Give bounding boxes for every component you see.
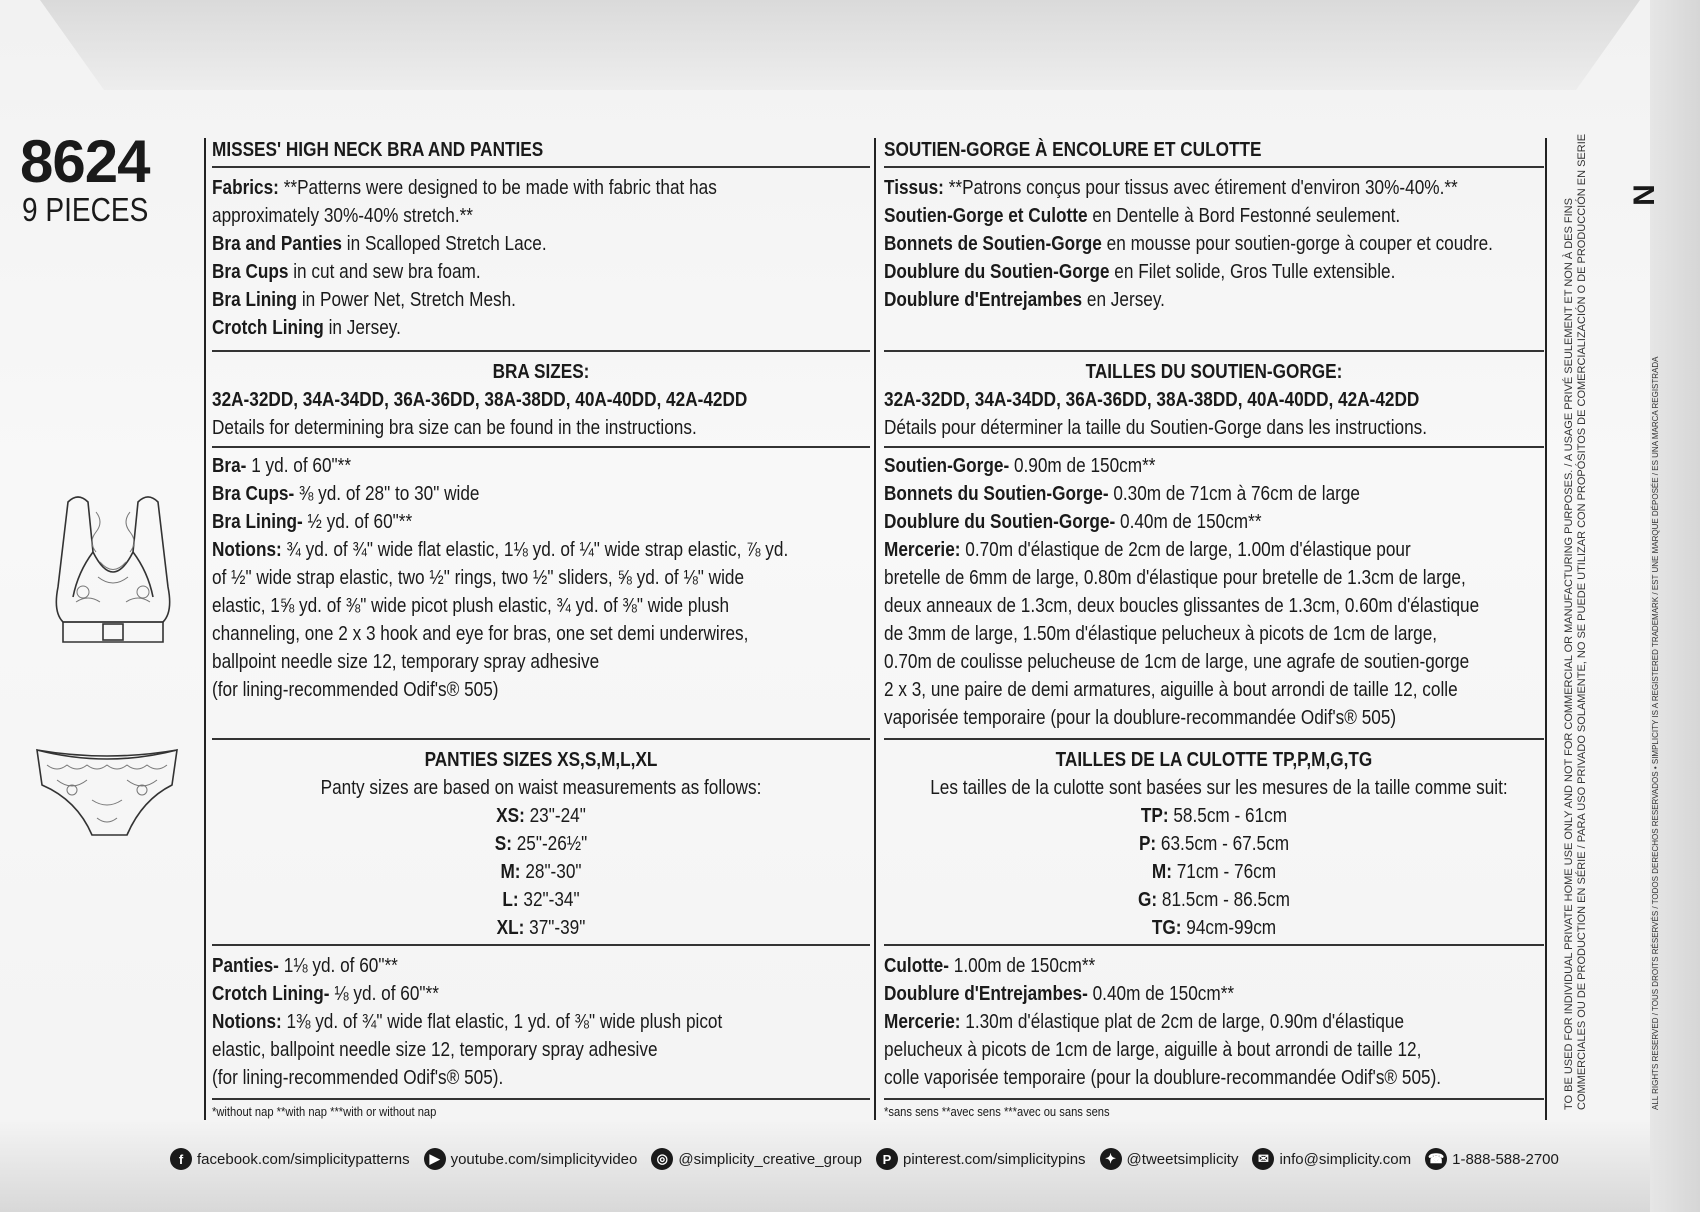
fr-size-value: 58.5cm - 61cm <box>1168 805 1288 827</box>
divider <box>884 738 1544 740</box>
fr-bra-sizes-title: TAILLES DU SOUTIEN-GORGE: <box>1085 361 1343 383</box>
facebook-icon: f <box>170 1148 192 1170</box>
divider <box>884 944 1544 946</box>
en-bra-sizes: 32A-32DD, 34A-34DD, 36A-36DD, 38A-38DD, 40A-40DD, 42A-42DD <box>212 389 748 411</box>
fr-mercerie-text: 0.70m de coulisse pelucheuse de 1cm de large, une agrafe de soutien-gorge <box>884 651 1470 673</box>
fr-culotte-mercerie-text: pelucheux à picots de 1cm de large, aiguille à bout arrondi de taille 12, <box>884 1039 1422 1061</box>
en-yardage-label: Bra- <box>212 455 247 477</box>
social-link-text: @simplicity_creative_group <box>678 1150 862 1168</box>
social-link-text: facebook.com/simplicitypatterns <box>197 1150 410 1168</box>
fr-title: SOUTIEN-GORGE À ENCOLURE ET CULOTTE <box>884 139 1262 161</box>
en-bra-sizes-title: BRA SIZES: <box>492 361 590 383</box>
email-icon: ✉ <box>1252 1148 1274 1170</box>
en-size-value: 28"-30" <box>520 861 582 883</box>
fr-bra-sizes: 32A-32DD, 34A-34DD, 36A-36DD, 38A-38DD, 40A-40DD, 42A-42DD <box>884 389 1420 411</box>
divider <box>884 446 1544 448</box>
social-link-text: pinterest.com/simplicitypins <box>902 1150 1086 1168</box>
en-notions-text: ¾ yd. of ¾" wide flat elastic, 1⅛ yd. of ¼" wide strap elastic, ⅞ yd. <box>281 539 789 561</box>
fr-culotte-yardage-label: Doublure d'Entrejambes- <box>884 983 1088 1005</box>
fr-mercerie-text: deux anneaux de 1.3cm, deux boucles glissantes de 1.3cm, 0.60m d'élastique <box>884 595 1480 617</box>
fr-bra-sizes-note: Détails pour déterminer la taille du Soutien-Gorge dans les instructions. <box>884 417 1428 439</box>
fr-size-key: TP: <box>1140 805 1169 827</box>
fr-culotte-title: TAILLES DE LA CULOTTE TP,P,M,G,TG <box>1055 749 1373 771</box>
en-size-value: 37"-39" <box>524 917 586 939</box>
social-link-text: info@simplicity.com <box>1279 1150 1412 1168</box>
social-pinterest[interactable] <box>876 1148 1086 1170</box>
french-section <box>884 138 1544 1120</box>
fr-fabric-label: Soutien-Gorge et Culotte <box>884 205 1088 227</box>
en-notions-text: channeling, one 2 x 3 hook and eye for bras, one set demi underwires, <box>212 623 749 645</box>
social-youtube[interactable] <box>424 1148 638 1170</box>
en-size-key: L: <box>502 889 519 911</box>
en-yardage-text: 1 yd. of 60"** <box>246 455 352 477</box>
en-panties-yardage-label: Crotch Lining- <box>212 983 330 1005</box>
social-link-text: 1-888-588-2700 <box>1452 1150 1559 1168</box>
social-instagram[interactable] <box>651 1148 862 1170</box>
social-links <box>170 1148 1570 1170</box>
social-phone[interactable] <box>1425 1148 1559 1170</box>
en-yardage-text: ½ yd. of 60"** <box>302 511 413 533</box>
social-facebook[interactable] <box>170 1148 410 1170</box>
en-panties-yardage-text: 1⅛ yd. of 60"** <box>278 955 398 977</box>
en-yardage-text: ⅜ yd. of 28" to 30" wide <box>294 483 480 505</box>
fr-mercerie-text: 0.70m d'élastique de 2cm de large, 1.00m d'élastique pour <box>960 539 1411 561</box>
envelope-flap-top <box>40 0 1640 90</box>
fr-size-key: TG: <box>1151 917 1182 939</box>
divider <box>212 1098 870 1100</box>
fr-size-value: 94cm-99cm <box>1181 917 1277 939</box>
en-fabric-text: in Power Net, Stretch Mesh. <box>297 289 516 311</box>
fr-culotte-mercerie-text: 1.30m d'élastique plat de 2cm de large, 0.90m d'élastique <box>960 1011 1405 1033</box>
en-notions-label: Notions: <box>212 539 282 561</box>
en-fabrics-text-2: approximately 30%-40% stretch.** <box>212 205 473 227</box>
en-yardage-label: Bra Cups- <box>212 483 295 505</box>
en-notions-text: (for lining-recommended Odif's® 505) <box>212 679 499 701</box>
divider-right <box>1545 138 1547 1120</box>
fr-size-value: 81.5cm - 86.5cm <box>1157 889 1290 911</box>
en-panties-yardage-label: Panties- <box>212 955 279 977</box>
bra-illustration <box>38 492 188 657</box>
en-size-key: M: <box>500 861 521 883</box>
fr-fabric-label: Doublure du Soutien-Gorge <box>884 261 1110 283</box>
divider <box>884 1098 1544 1100</box>
fr-culotte-mercerie-label: Mercerie: <box>884 1011 961 1033</box>
panties-illustration <box>32 740 182 845</box>
social-twitter[interactable] <box>1100 1148 1239 1170</box>
fr-size-value: 71cm - 76cm <box>1171 861 1277 883</box>
social-link-text: youtube.com/simplicityvideo <box>450 1150 638 1168</box>
fr-tissus-label: Tissus: <box>884 177 944 199</box>
divider <box>884 350 1544 352</box>
fr-yardage-label: Bonnets du Soutien-Gorge- <box>884 483 1109 505</box>
fr-fabric-label: Doublure d'Entrejambes <box>884 289 1083 311</box>
fr-mercerie-text: vaporisée temporaire (pour la doublure-recommandée Odif's® 505) <box>884 707 1397 729</box>
en-panties-notions-text: 1⅜ yd. of ¾" wide flat elastic, 1 yd. of ⅜" wide plush picot <box>281 1011 723 1033</box>
en-bra-sizes-note: Details for determining bra size can be found in the instructions. <box>212 417 697 439</box>
en-size-key: S: <box>494 833 512 855</box>
en-fabric-label: Bra Cups <box>212 261 289 283</box>
en-panties-yardage-text: ⅛ yd. of 60"** <box>329 983 439 1005</box>
divider-left <box>204 138 206 1120</box>
en-fabric-text: in Scalloped Stretch Lace. <box>342 233 547 255</box>
legal-line: COMMERCIALES OU DE PRODUCTION EN SÉRIE / PARA USO PRIVADO SOLAMENTE, NO SE PUEDE UTILIZAR CON PROPÓSITOS DE COMERCIALIZACIÓN O DE PRODUCCIÓN EN SERIE <box>1576 133 1588 1110</box>
en-panties-notions-label: Notions: <box>212 1011 282 1033</box>
fr-fabric-text: en Dentelle à Bord Festonné seulement. <box>1087 205 1401 227</box>
fr-footnote: *sans sens **avec sens ***avec ou sans sens <box>884 1104 1110 1119</box>
en-footnote: *without nap **with nap ***with or without nap <box>212 1104 437 1119</box>
fr-culotte-note: Les tailles de la culotte sont basées sur les mesures de la taille comme suit: <box>930 777 1508 799</box>
en-fabrics-label: Fabrics: <box>212 177 279 199</box>
fr-mercerie-text: bretelle de 6mm de large, 0.80m d'élastique pour bretelle de 1.3cm de large, <box>884 567 1466 589</box>
phone-icon: ☎ <box>1425 1148 1447 1170</box>
fr-fabric-text: en Filet solide, Gros Tulle extensible. <box>1109 261 1396 283</box>
en-fabric-text: in Jersey. <box>323 317 401 339</box>
fr-mercerie-label: Mercerie: <box>884 539 961 561</box>
en-panties-note: Panty sizes are based on waist measurements as follows: <box>320 777 762 799</box>
en-panties-notions-text: (for lining-recommended Odif's® 505). <box>212 1067 504 1089</box>
fr-culotte-mercerie-text: colle vaporisée temporaire (pour la doublure-recommandée Odif's® 505). <box>884 1067 1442 1089</box>
fr-fabric-text: en Jersey. <box>1082 289 1165 311</box>
divider <box>212 738 870 740</box>
fr-tissus-text: **Patrons conçus pour tissus avec étirement d'environ 30%-40%.** <box>943 177 1458 199</box>
social-link-text: @tweetsimplicity <box>1126 1150 1239 1168</box>
fr-yardage-label: Soutien-Gorge- <box>884 455 1010 477</box>
fr-size-key: G: <box>1137 889 1158 911</box>
en-title: MISSES' HIGH NECK BRA AND PANTIES <box>212 139 544 161</box>
en-fabric-label: Crotch Lining <box>212 317 324 339</box>
social-email[interactable] <box>1252 1148 1411 1170</box>
fr-mercerie-text: de 3mm de large, 1.50m d'élastique pelucheux à picots de 1cm de large, <box>884 623 1438 645</box>
legal-line: TO BE USED FOR INDIVIDUAL PRIVATE HOME USE ONLY AND NOT FOR COMMERCIAL OR MANUFACTURING PURPOSES. / A USAGE PRIVÉ SEULEMENT ET NON À DES FINS <box>1563 198 1575 1110</box>
en-fabric-label: Bra Lining <box>212 289 298 311</box>
fr-yardage-text: 0.30m de 71cm à 76cm de large <box>1108 483 1360 505</box>
fr-culotte-yardage-label: Culotte- <box>884 955 949 977</box>
pattern-pieces: 9 PIECES <box>22 191 149 228</box>
divider <box>212 166 870 168</box>
en-panties-notions-text: elastic, ballpoint needle size 12, temporary spray adhesive <box>212 1039 658 1061</box>
divider <box>212 446 870 448</box>
fr-fabric-text: en mousse pour soutien-gorge à couper et coudre. <box>1101 233 1493 255</box>
legal-line: ALL RIGHTS RESERVED / TOUS DROITS RÉSERVÉS / TODOS DERECHOS RESERVADOS • SIMPLICITY IS A REGISTERED TRADEMARK / EST UNE MARQUE DÉPOSÉE / ES UNA MARCA REGISTRADA <box>1651 356 1660 1110</box>
fr-culotte-yardage-text: 0.40m de 150cm** <box>1087 983 1235 1005</box>
en-size-value: 32"-34" <box>518 889 580 911</box>
legal-notice <box>1563 110 1662 1110</box>
en-size-value: 23"-24" <box>524 805 586 827</box>
divider <box>212 944 870 946</box>
en-notions-text: elastic, 1⅝ yd. of ⅜" wide picot plush elastic, ¾ yd. of ⅜" wide plush <box>212 595 730 617</box>
fr-size-key: P: <box>1138 833 1157 855</box>
divider <box>884 166 1544 168</box>
pinterest-icon: P <box>876 1148 898 1170</box>
pattern-number: 8624 <box>20 128 150 195</box>
en-fabrics-text: **Patterns were designed to be made with fabric that has <box>278 177 717 199</box>
fr-mercerie-text: 2 x 3, une paire de demi armatures, aiguille à bout arrondi de taille 12, colle <box>884 679 1458 701</box>
fr-fabric-label: Bonnets de Soutien-Gorge <box>884 233 1102 255</box>
en-size-key: XL: <box>496 917 525 939</box>
english-section <box>212 138 870 1120</box>
fr-size-value: 63.5cm - 67.5cm <box>1156 833 1290 855</box>
en-fabric-label: Bra and Panties <box>212 233 343 255</box>
fr-yardage-label: Doublure du Soutien-Gorge- <box>884 511 1116 533</box>
en-yardage-label: Bra Lining- <box>212 511 303 533</box>
fr-yardage-text: 0.40m de 150cm** <box>1115 511 1262 533</box>
divider-center <box>874 138 876 1120</box>
en-fabric-text: in cut and sew bra foam. <box>288 261 481 283</box>
en-size-key: XS: <box>496 805 525 827</box>
en-panties-title: PANTIES SIZES XS,S,M,L,XL <box>424 749 658 771</box>
en-notions-text: of ½" wide strap elastic, two ½" rings, two ½" sliders, ⅝ yd. of ⅛" wide <box>212 567 745 589</box>
divider <box>212 350 870 352</box>
fr-culotte-yardage-text: 1.00m de 150cm** <box>948 955 1096 977</box>
twitter-icon: ✦ <box>1100 1148 1122 1170</box>
fr-yardage-text: 0.90m de 150cm** <box>1009 455 1156 477</box>
instagram-icon: ◎ <box>651 1148 673 1170</box>
en-size-value: 25"-26½" <box>511 833 588 855</box>
youtube-icon: ▶ <box>424 1148 446 1170</box>
en-notions-text: ballpoint needle size 12, temporary spray adhesive <box>212 651 600 673</box>
fr-size-key: M: <box>1151 861 1172 883</box>
side-mark: N <box>1627 184 1661 206</box>
